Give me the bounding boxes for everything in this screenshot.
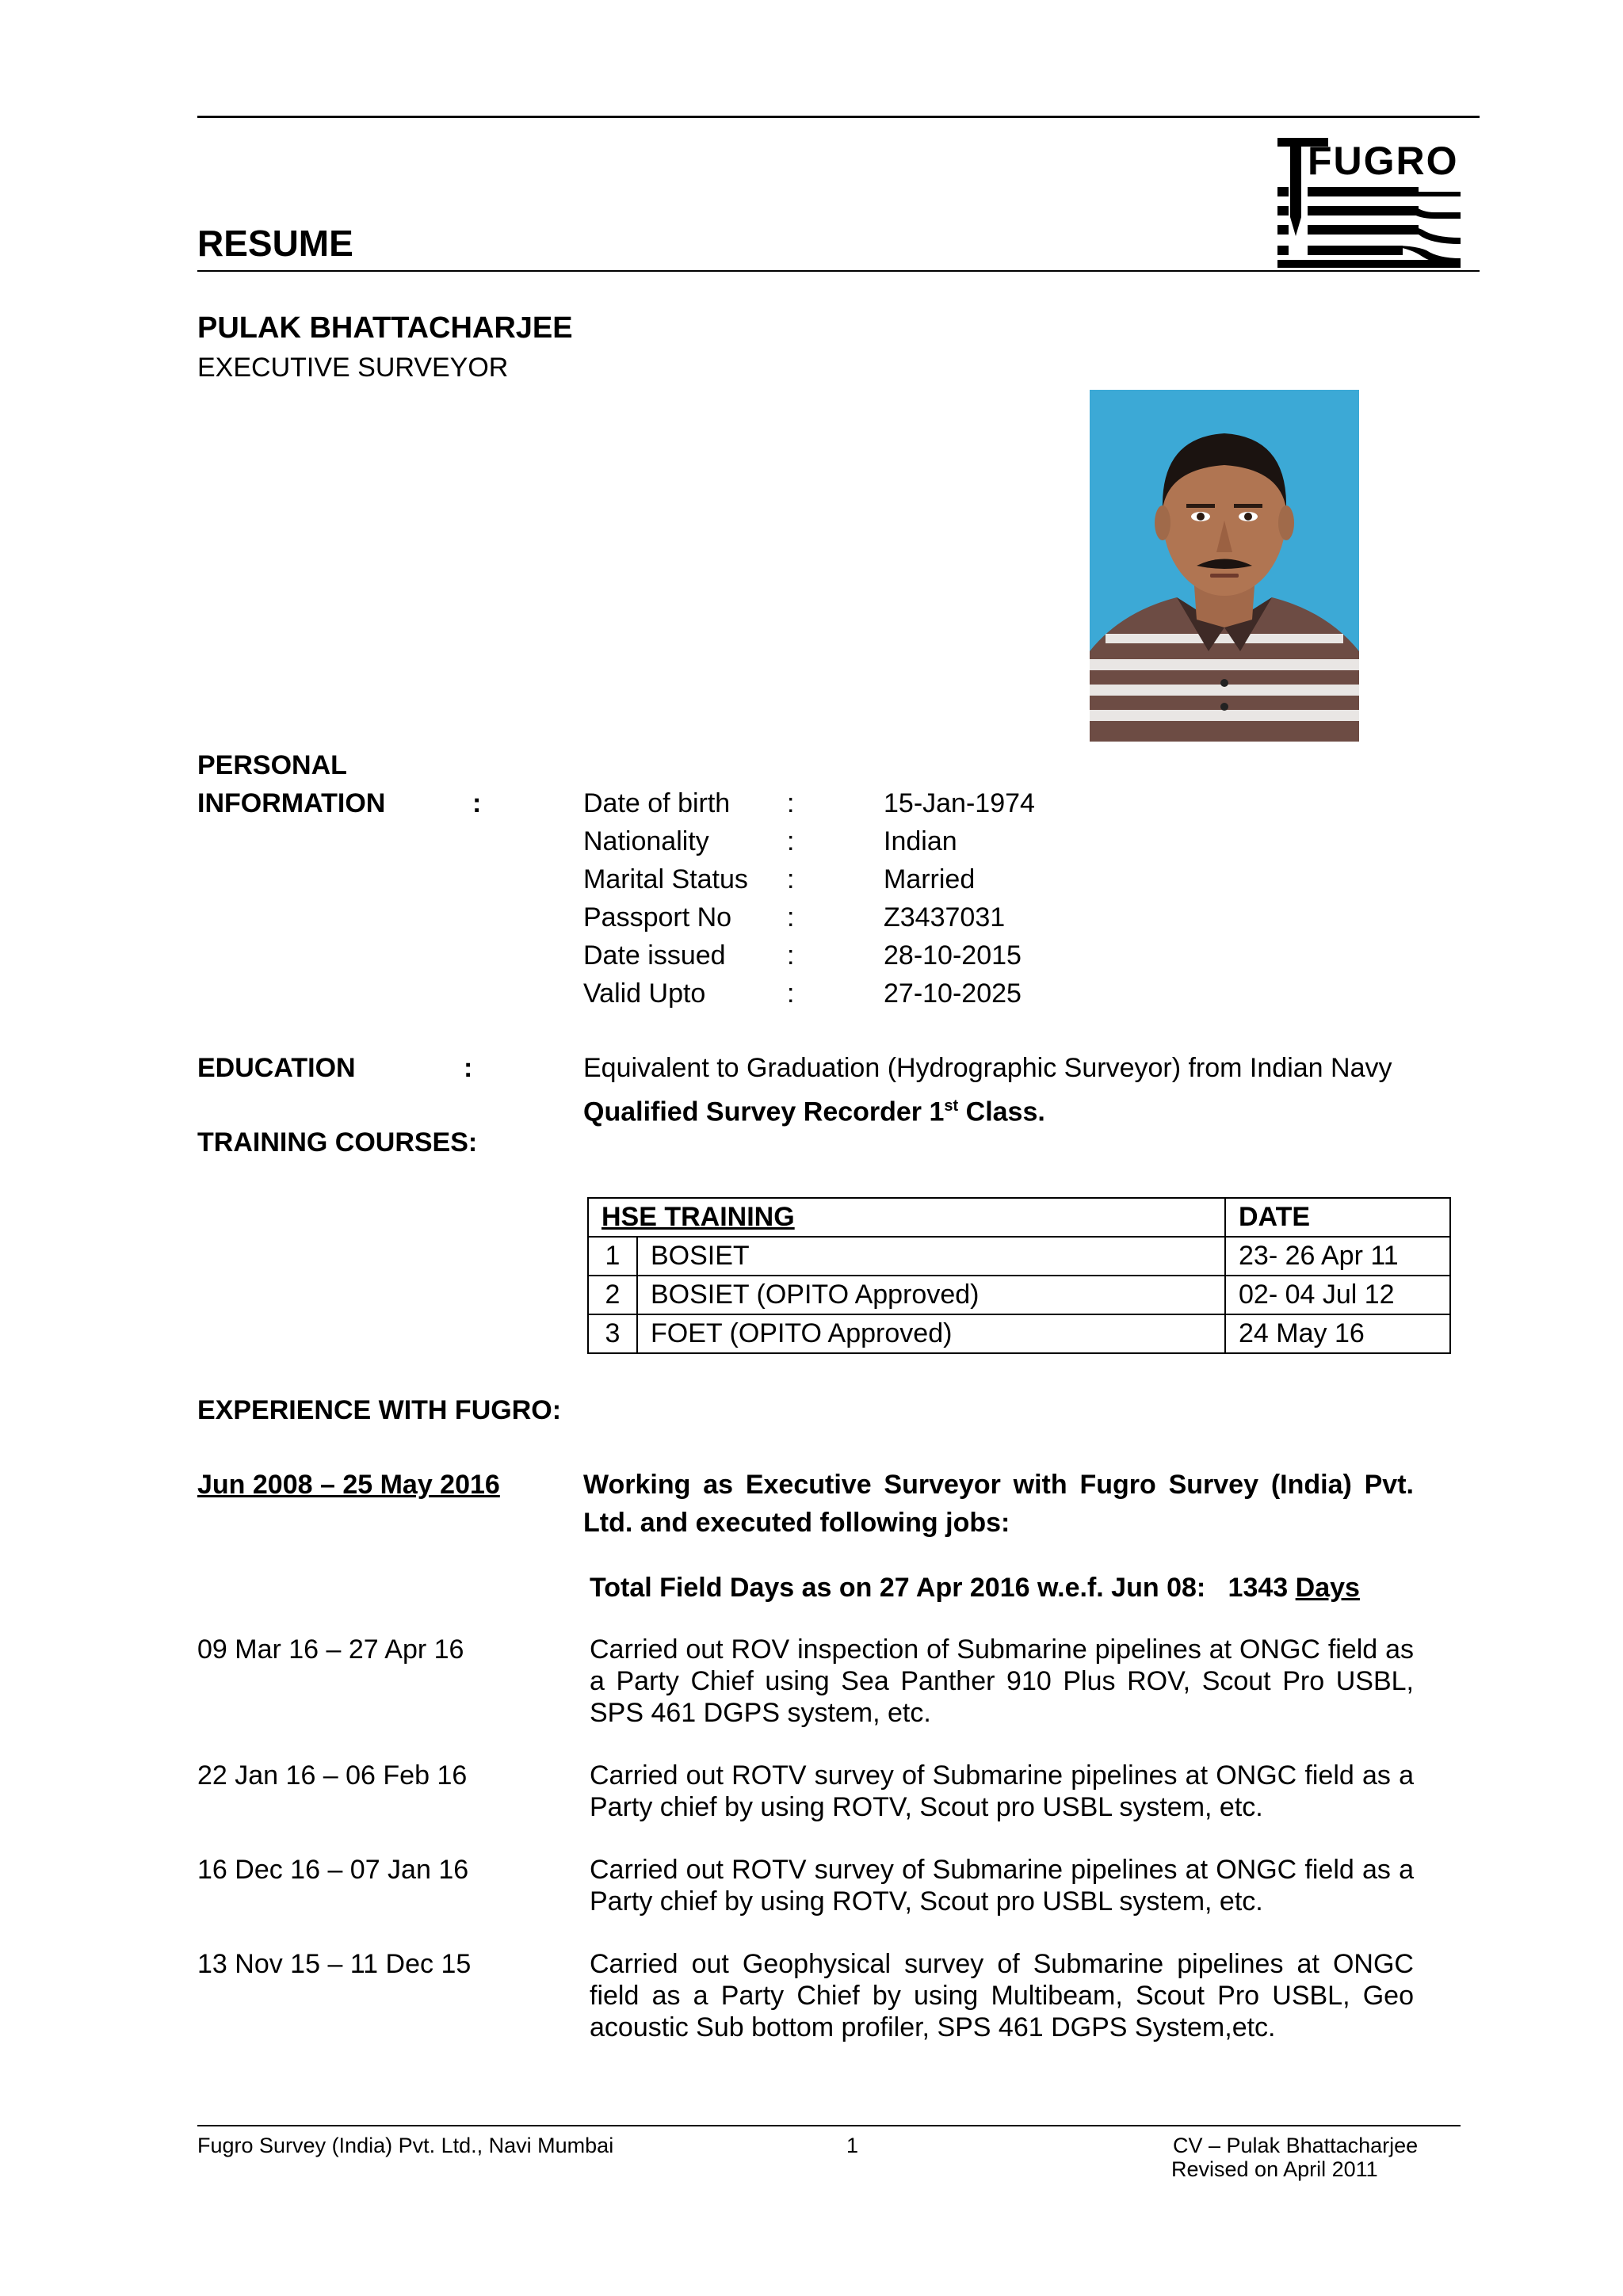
valid-value: 27-10-2025 xyxy=(884,978,1022,1009)
dob-colon: : xyxy=(787,788,795,818)
date-header: DATE xyxy=(1225,1198,1450,1237)
job-date: 09 Mar 16 – 27 Apr 16 xyxy=(197,1634,464,1665)
fugro-logo xyxy=(1276,136,1462,269)
table-row xyxy=(588,1237,1450,1276)
personal-label-2: INFORMATION xyxy=(197,788,386,818)
dob-label: Date of birth xyxy=(583,788,731,818)
job-date: 13 Nov 15 – 11 Dec 15 xyxy=(197,1949,472,1979)
total-field-days xyxy=(590,1572,1360,1604)
education-line-1: Equivalent to Graduation (Hydrographic Surveyor) from Indian Navy xyxy=(583,1053,1392,1083)
training-label: TRAINING COURSES: xyxy=(197,1127,478,1158)
course-name: BOSIET xyxy=(637,1237,1225,1276)
experience-label: EXPERIENCE WITH FUGRO: xyxy=(197,1395,562,1425)
resume-title: RESUME xyxy=(197,223,353,264)
table-header-row xyxy=(588,1198,1450,1237)
job-date: 22 Jan 16 – 06 Feb 16 xyxy=(197,1760,468,1791)
hse-training-table xyxy=(587,1197,1451,1354)
candidate-role: EXECUTIVE SURVEYOR xyxy=(197,353,509,383)
job-description: Carried out ROTV survey of Submarine pipelines at ONGC field as a Party chief by using ROTV, Scout pro USBL system, etc. xyxy=(590,1760,1414,1822)
personal-colon: : xyxy=(472,788,482,818)
marital-label: Marital Status xyxy=(583,864,748,894)
marital-value: Married xyxy=(884,864,976,894)
table-row xyxy=(588,1276,1450,1314)
course-name: BOSIET (OPITO Approved) xyxy=(637,1276,1225,1314)
title-rule xyxy=(197,270,1480,272)
course-date: 24 May 16 xyxy=(1225,1314,1450,1353)
education-line-2 xyxy=(583,1090,1045,1127)
nationality-value: Indian xyxy=(884,826,957,856)
footer-page-number: 1 xyxy=(846,2134,859,2157)
issued-value: 28-10-2015 xyxy=(884,940,1022,971)
candidate-name: PULAK BHATTACHARJEE xyxy=(197,311,573,345)
nationality-colon: : xyxy=(787,826,795,856)
total-field-days-text: Total Field Days as on 27 Apr 2016 w.e.f. Jun 08: 1343 xyxy=(590,1573,1296,1603)
experience-summary-2: Ltd. and executed following jobs: xyxy=(583,1508,1010,1538)
job-description: Carried out Geophysical survey of Submarine pipelines at ONGC field as a Party Chief by using Multibeam, Scout Pro USBL, Geo acoustic Sub bottom profiler, SPS 461 DGPS System,etc. xyxy=(590,1949,1414,2042)
education-qualification: Qualified Survey Recorder 1 xyxy=(583,1097,945,1127)
footer-cv: CV – Pulak Bhattacharjee xyxy=(1173,2134,1419,2157)
logo-text: FUGRO xyxy=(1308,139,1459,183)
row-number: 2 xyxy=(588,1276,637,1314)
education-class: Class. xyxy=(958,1097,1045,1127)
hse-training-header: HSE TRAINING xyxy=(588,1198,1225,1237)
education-label: EDUCATION xyxy=(197,1053,356,1083)
top-rule xyxy=(197,116,1480,118)
row-number: 3 xyxy=(588,1314,637,1353)
valid-label: Valid Upto xyxy=(583,978,706,1009)
profile-photo xyxy=(1090,390,1359,742)
table-row xyxy=(588,1314,1450,1353)
passport-value: Z3437031 xyxy=(884,902,1006,933)
course-date: 23- 26 Apr 11 xyxy=(1225,1237,1450,1276)
education-sup: st xyxy=(944,1097,959,1115)
issued-colon: : xyxy=(787,940,795,971)
course-date: 02- 04 Jul 12 xyxy=(1225,1276,1450,1314)
marital-colon: : xyxy=(787,864,795,894)
job-description: Carried out ROTV survey of Submarine pipelines at ONGC field as a Party chief by using ROTV, Scout pro USBL system, etc. xyxy=(590,1855,1414,1917)
personal-label-1: PERSONAL xyxy=(197,750,347,780)
total-field-days-unit: Days xyxy=(1295,1573,1360,1603)
footer-company: Fugro Survey (India) Pvt. Ltd., Navi Mumbai xyxy=(197,2134,614,2157)
experience-summary-1: Working as Executive Surveyor with Fugro Survey (India) Pvt. xyxy=(583,1470,1414,1500)
experience-period: Jun 2008 – 25 May 2016 xyxy=(197,1470,500,1500)
course-name: FOET (OPITO Approved) xyxy=(637,1314,1225,1353)
education-colon: : xyxy=(464,1053,473,1083)
valid-colon: : xyxy=(787,978,795,1009)
row-number: 1 xyxy=(588,1237,637,1276)
footer-rule xyxy=(197,2125,1461,2126)
footer-revised: Revised on April 2011 xyxy=(1171,2157,1378,2181)
nationality-label: Nationality xyxy=(583,826,709,856)
issued-label: Date issued xyxy=(583,940,726,971)
passport-colon: : xyxy=(787,902,795,933)
job-description: Carried out ROV inspection of Submarine pipelines at ONGC field as a Party Chief using Sea Panther 910 Plus ROV, Scout Pro USBL, SPS 461 DGPS system, etc. xyxy=(590,1634,1414,1728)
passport-label: Passport No xyxy=(583,902,732,933)
job-date: 16 Dec 16 – 07 Jan 16 xyxy=(197,1855,469,1885)
dob-value: 15-Jan-1974 xyxy=(884,788,1035,818)
